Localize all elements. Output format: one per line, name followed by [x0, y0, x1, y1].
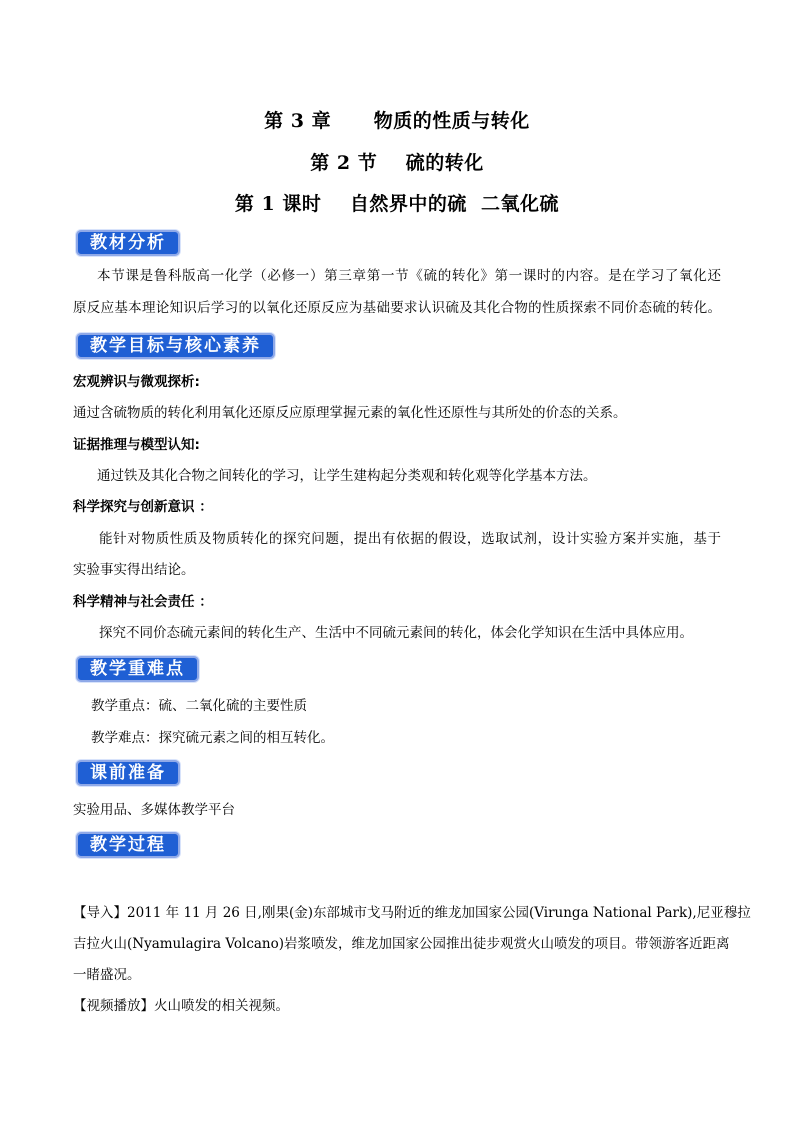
video-line: 【视频播放】火山喷发的相关视频。	[73, 998, 289, 1014]
evidence-text: 通过铁及其化合物之间转化的学习，让学生建构起分类观和转化观等化学基本方法。	[97, 468, 597, 484]
badge-class-preparation: 课前准备	[76, 760, 180, 786]
macro-heading: 宏观辨识与微观探析:	[73, 374, 200, 390]
teaching-focus: 教学重点：硫、二氧化硫的主要性质	[91, 698, 307, 714]
chapter-title: 第 3 章 物质的性质与转化	[264, 110, 530, 132]
analysis-line-2: 原反应基本理论知识后学习的以氧化还原反应为基础要求认识硫及其化合物的性质探索不同价态硫的转化。	[73, 300, 721, 316]
lesson-title: 第 1 课时 自然界中的硫 二氧化硫	[234, 193, 560, 215]
inquiry-heading: 科学探究与创新意识 ：	[73, 499, 213, 515]
badge-key-difficult-points: 教学重难点	[76, 656, 199, 682]
preparation-text: 实验用品、多媒体教学平台	[73, 802, 235, 818]
inquiry-line-1: 能针对物质性质及物质转化的探究问题，提出有依据的假设，选取试剂，设计实验方案并实施，基于	[99, 531, 721, 547]
macro-text: 通过含硫物质的转化利用氧化还原反应原理掌握元素的氧化性还原性与其所处的价态的关系。	[73, 405, 627, 421]
inquiry-line-2: 实验事实得出结论。	[73, 562, 195, 578]
intro-line-1: 【导入】2011 年 11 月 26 日,刚果(金)东部城市戈马附近的维龙加国家公园(Virunga National Park),尼亚穆拉	[73, 905, 751, 921]
badge-textbook-analysis: 教材分析	[76, 230, 180, 256]
intro-line-2: 吉拉火山(Nyamulagira Volcano)岩浆喷发，维龙加国家公园推出徒步观赏火山喷发的项目。带领游客近距离	[73, 936, 730, 952]
teaching-difficulty: 教学难点：探究硫元素之间的相互转化。	[91, 730, 334, 746]
spirit-heading: 科学精神与社会责任 ：	[73, 594, 213, 610]
evidence-heading: 证据推理与模型认知:	[73, 437, 200, 453]
intro-line-3: 一睹盛况。	[73, 967, 141, 983]
badge-goals-core-literacy: 教学目标与核心素养	[76, 333, 275, 359]
badge-teaching-process: 教学过程	[76, 832, 180, 858]
analysis-line-1: 本节课是鲁科版高一化学（必修一）第三章第一节《硫的转化》第一课时的内容。是在学习了氧化还	[97, 268, 721, 284]
section-title: 第 2 节 硫的转化	[310, 152, 484, 174]
spirit-text: 探究不同价态硫元素间的转化生产、生活中不同硫元素间的转化，体会化学知识在生活中具体应用。	[99, 625, 693, 641]
